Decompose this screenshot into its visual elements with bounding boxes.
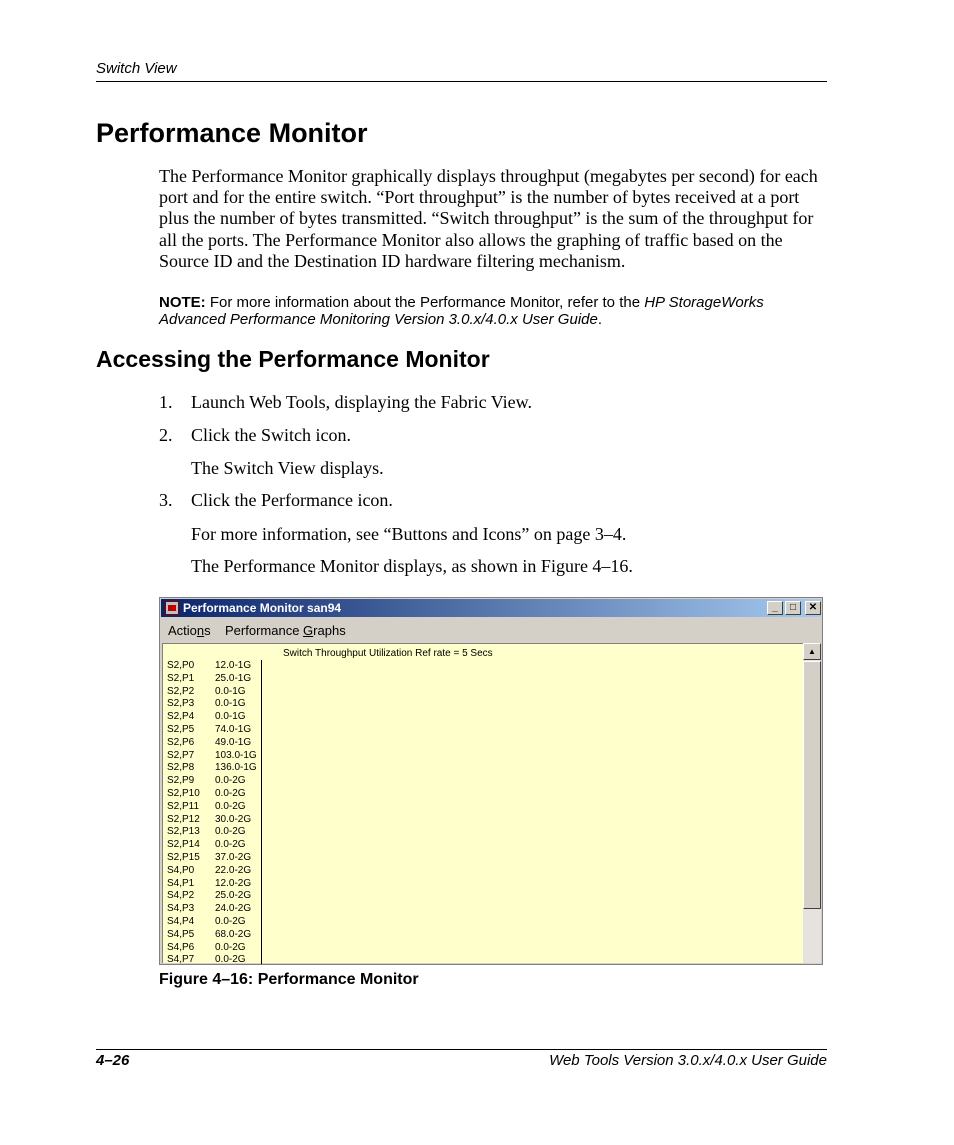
port-value: 103.0-1G — [215, 749, 257, 761]
port-value: 68.0-2G — [215, 928, 252, 940]
step-number: 2. — [159, 425, 173, 445]
port-value: 0.0-2G — [215, 839, 246, 851]
port-value: 12.0-1G — [215, 660, 252, 671]
close-button[interactable]: ✕ — [805, 601, 821, 615]
port-name: S4,P5 — [167, 928, 195, 940]
maximize-button[interactable]: □ — [785, 601, 801, 615]
header-rule — [96, 81, 827, 82]
port-row — [163, 839, 259, 852]
port-name: S2,P1 — [167, 672, 195, 684]
port-row — [163, 686, 259, 699]
port-name: S2,P12 — [167, 813, 200, 825]
port-name: S2,P7 — [167, 749, 195, 761]
menu-actions[interactable]: Actions — [168, 623, 211, 638]
port-row — [163, 750, 259, 763]
performance-monitor-window — [159, 597, 823, 965]
intro-paragraph: The Performance Monitor graphically displays throughput (megabytes per second) for each port and for the entire switch. “Port throughput” is the number of bytes received at a port plus the number of bytes transmitted. “Switch throughput” is the sum of the throughput for all the ports. The Performance Monitor also allows the graphing of traffic based on the Source ID and the Destination ID hardware filtering mechanism. — [159, 166, 818, 271]
port-row — [163, 737, 259, 750]
note-end: . — [597, 311, 603, 328]
step-text: The Performance Monitor displays, as shown in Figure 4–16. — [191, 556, 633, 576]
port-row — [163, 865, 259, 878]
port-name: S4,P1 — [167, 877, 195, 889]
port-value: 0.0-2G — [215, 775, 246, 787]
throughput-plot — [162, 643, 803, 963]
step-text: Launch Web Tools, displaying the Fabric View. — [191, 392, 532, 412]
vertical-scrollbar[interactable] — [803, 643, 821, 963]
port-row — [163, 929, 259, 942]
port-value: 30.0-2G — [215, 813, 252, 825]
port-name: S4,P4 — [167, 916, 195, 927]
port-name: S2,P10 — [167, 788, 200, 799]
port-name: S4,P7 — [167, 954, 195, 965]
port-row — [163, 660, 259, 673]
port-value: 0.0-2G — [215, 826, 246, 838]
port-name: S2,P11 — [167, 800, 200, 812]
port-name: S2,P13 — [167, 826, 200, 838]
port-value: 0.0-2G — [215, 800, 246, 812]
port-name: S2,P8 — [167, 762, 195, 774]
note — [159, 294, 819, 328]
port-name: S2,P14 — [167, 839, 200, 851]
step-text: For more information, see “Buttons and Icons” on page 3–4. — [191, 524, 627, 544]
port-value: 12.0-2G — [215, 877, 252, 889]
port-value: 0.0-2G — [215, 788, 246, 799]
port-name: S4,P0 — [167, 864, 195, 876]
port-name: S2,P5 — [167, 724, 195, 735]
port-value: 0.0-1G — [215, 711, 246, 723]
note-text: For more information about the Performance Monitor, refer to the — [209, 294, 641, 311]
port-row — [163, 814, 259, 827]
port-value: 0.0-2G — [215, 941, 246, 953]
note-reference: HP StorageWorks Advanced Performance Monitoring Version 3.0.x/4.0.x User Guide — [159, 294, 764, 328]
port-value: 25.0-2G — [215, 890, 252, 902]
window-titlebar[interactable] — [161, 599, 821, 617]
port-row — [163, 673, 259, 686]
app-icon — [165, 601, 179, 615]
section-title: Performance Monitor — [96, 118, 368, 148]
scroll-thumb[interactable] — [803, 661, 821, 909]
port-value: 0.0-2G — [215, 954, 246, 965]
port-row — [163, 801, 259, 814]
step-number: 3. — [159, 490, 173, 510]
port-row — [163, 942, 259, 955]
figure-caption: Figure 4–16: Performance Monitor — [159, 971, 419, 988]
menu-bar — [161, 619, 821, 641]
port-name: S2,P9 — [167, 775, 195, 787]
port-name: S4,P2 — [167, 890, 195, 902]
minimize-button[interactable]: _ — [767, 601, 783, 615]
port-value: 0.0-1G — [215, 698, 246, 710]
port-row — [163, 724, 259, 737]
scroll-up-button[interactable]: ▲ — [803, 643, 821, 660]
port-name: S4,P3 — [167, 903, 195, 915]
port-value: 136.0-1G — [215, 762, 257, 774]
step-text: Click the Switch icon. — [191, 425, 351, 445]
port-row — [163, 711, 259, 724]
port-row — [163, 775, 259, 788]
menu-performance-graphs[interactable]: Performance Graphs — [225, 623, 346, 638]
port-value: 37.0-2G — [215, 852, 252, 863]
running-head: Switch View — [96, 60, 177, 77]
port-row — [163, 698, 259, 711]
port-name: S2,P2 — [167, 685, 195, 697]
step-text: Click the Performance icon. — [191, 490, 393, 510]
subsection-title: Accessing the Performance Monitor — [96, 346, 490, 372]
footer-rule — [96, 1049, 827, 1050]
port-row — [163, 954, 259, 965]
port-value: 25.0-1G — [215, 672, 252, 684]
port-value: 49.0-1G — [215, 736, 252, 748]
port-row — [163, 762, 259, 775]
port-row — [163, 852, 259, 865]
port-row — [163, 878, 259, 891]
port-row — [163, 890, 259, 903]
port-row — [163, 903, 259, 916]
page-number: 4–26 — [96, 1052, 130, 1069]
note-label: NOTE: — [159, 294, 206, 311]
window-title: Performance Monitor san94 — [183, 601, 342, 615]
port-row — [163, 788, 259, 801]
port-value: 22.0-2G — [215, 864, 252, 876]
port-name: S4,P6 — [167, 941, 195, 953]
port-row — [163, 826, 259, 839]
port-value: 24.0-2G — [215, 903, 252, 915]
port-name: S2,P15 — [167, 852, 200, 863]
footer-title: Web Tools Version 3.0.x/4.0.x User Guide — [549, 1052, 827, 1069]
port-value: 74.0-1G — [215, 724, 252, 735]
port-name: S2,P0 — [167, 660, 195, 671]
port-value: 0.0-1G — [215, 685, 246, 697]
port-row — [163, 916, 259, 929]
port-value: 0.0-2G — [215, 916, 246, 927]
plot-axis — [261, 660, 262, 964]
step-number: 1. — [159, 392, 173, 412]
step-text: The Switch View displays. — [191, 458, 384, 478]
plot-title: Switch Throughput Utilization Ref rate = 5 Secs — [283, 648, 493, 659]
port-name: S2,P4 — [167, 711, 195, 723]
port-name: S2,P3 — [167, 698, 195, 710]
port-name: S2,P6 — [167, 736, 195, 748]
